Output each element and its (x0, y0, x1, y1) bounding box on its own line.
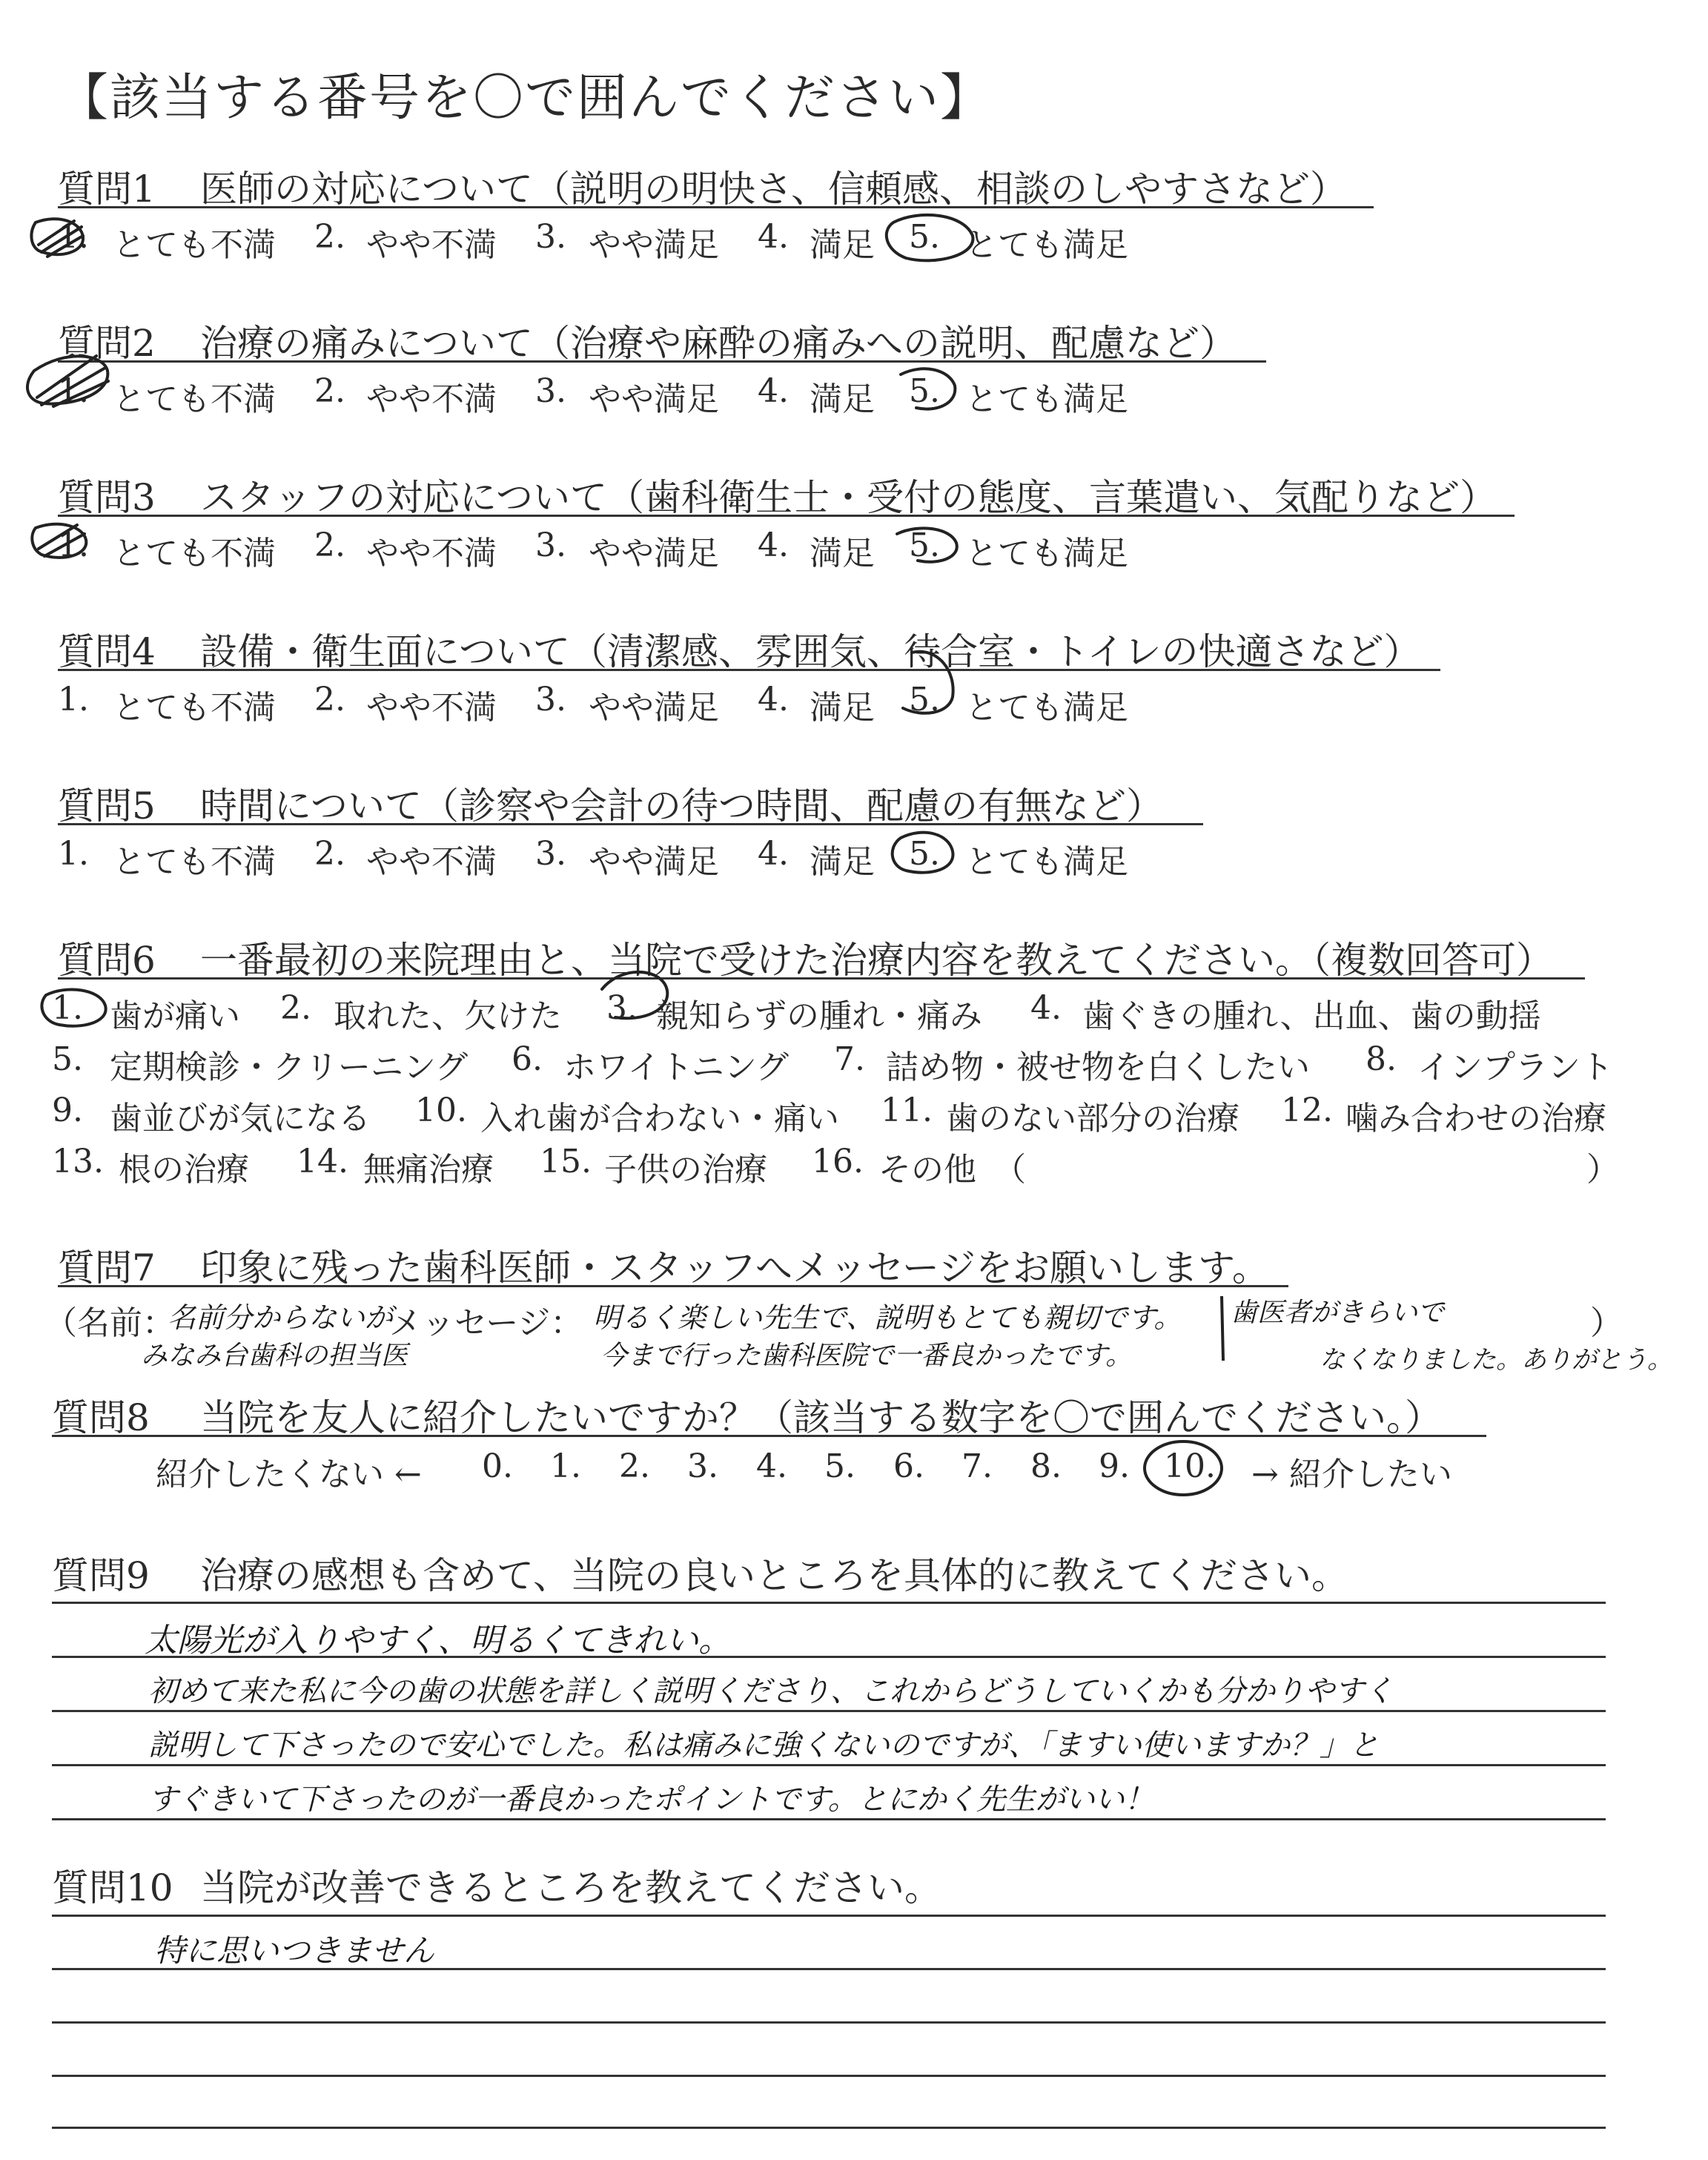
q9-rule-3 (52, 1710, 1606, 1712)
q1-underline (58, 206, 1374, 208)
q3-label: 質問3 (58, 476, 156, 519)
q8-scale-7[interactable]: 7. (961, 1447, 993, 1485)
q9-answer-line-1[interactable]: 太陽光が入りやすく、明るくてきれい。 (145, 1622, 732, 1659)
q9-text: 治療の感想も含めて、当院の良いところを具体的に教えてください。 (200, 1554, 1348, 1597)
q3-opt1-num[interactable]: 1. (58, 526, 89, 564)
q6-opt3-num[interactable]: 3. (606, 989, 638, 1027)
q6-opt3-label: 親知らずの腫れ・痛み (656, 997, 982, 1035)
q3-opt4-label: 満足 (810, 535, 875, 572)
q6-opt9-label: 歯並びが気になる (110, 1100, 371, 1137)
q4-label: 質問4 (58, 630, 156, 673)
q6-opt6-num[interactable]: 6. (512, 1040, 543, 1078)
q4-opt4-label: 満足 (810, 689, 875, 727)
q7-handwritten-divider (1222, 1296, 1223, 1361)
q6-opt16-num[interactable]: 16. (812, 1143, 864, 1180)
q3-opt4-num[interactable]: 4. (758, 526, 789, 564)
q1-opt3-label: やや満足 (589, 226, 719, 264)
q6-opt7-label: 詰め物・被せ物を白くしたい (886, 1048, 1310, 1086)
q4-opt4-num[interactable]: 4. (758, 681, 789, 719)
q5-opt2-num[interactable]: 2. (314, 835, 345, 873)
q5-opt1-num[interactable]: 1. (58, 835, 89, 873)
q4-opt5-num[interactable]: 5. (909, 681, 940, 719)
q7-underline (58, 1285, 1288, 1287)
q7-name-label: （名前： (44, 1304, 175, 1342)
q6-opt8-label: インプラント (1417, 1048, 1613, 1086)
q6-opt2-label: 取れた、欠けた (334, 997, 562, 1035)
q9-answer-line-2[interactable]: 初めて来た私に今の歯の状態を詳しく説明くださり、これからどうしていくかも分かりやすく (148, 1674, 1394, 1708)
q10-text: 当院が改善できるところを教えてください。 (200, 1866, 941, 1909)
q6-opt13-label: 根の治療 (119, 1151, 249, 1189)
q1-opt1-label: とても不満 (113, 226, 276, 264)
q6-other-input[interactable] (1032, 1146, 1580, 1187)
q6-opt10-num[interactable]: 10. (415, 1091, 467, 1129)
q8-scale-6[interactable]: 6. (893, 1447, 924, 1485)
q1-opt2-num[interactable]: 2. (314, 218, 345, 256)
q2-text: 治療の痛みについて（治療や麻酔の痛みへの説明、配慮など） (200, 322, 1237, 365)
q6-underline (58, 977, 1585, 980)
q5-underline (58, 823, 1203, 825)
q10-rule-4 (52, 2075, 1606, 2077)
q4-opt1-label: とても不満 (113, 689, 276, 727)
q9-answer-line-3[interactable]: 説明して下さったので安心でした。私は痛みに強くないのですが、「ますい使いますか？」と (148, 1728, 1379, 1763)
q3-underline (58, 515, 1515, 517)
q7-label: 質問7 (58, 1246, 156, 1289)
q7-message-handwriting-1[interactable]: 明るく楽しい先生で、説明もとても親切です。 (593, 1301, 1182, 1334)
q7-message-handwriting-2[interactable]: 今まで行った歯科医院で一番良かったです。 (600, 1341, 1133, 1371)
q6-opt6-label: ホワイトニング (563, 1048, 790, 1086)
q6-other-open-paren: （ (993, 1151, 1026, 1189)
q5-text: 時間について（診察や会計の待つ時間、配慮の有無など） (200, 785, 1163, 828)
q4-opt3-label: やや満足 (589, 689, 719, 727)
q6-text: 一番最初の来院理由と、当院で受けた治療内容を教えてください。（複数回答可） (200, 939, 1553, 982)
q8-text: 当院を友人に紹介したいですか？（該当する数字を〇で囲んでください。） (200, 1396, 1442, 1439)
q4-underline (58, 669, 1440, 671)
q9-rule-4 (52, 1764, 1606, 1766)
q8-scale-9[interactable]: 9. (1099, 1447, 1130, 1485)
q6-opt4-label: 歯ぐきの腫れ、出血、歯の動揺 (1082, 997, 1541, 1035)
q1-label: 質問1 (58, 168, 156, 211)
q7-name-handwriting-1[interactable]: 名前分からないが (168, 1301, 394, 1334)
q5-label: 質問5 (58, 785, 156, 828)
q1-opt5-label: とても満足 (965, 226, 1128, 264)
q8-right-label: → 紹介したい (1251, 1456, 1452, 1493)
q4-text: 設備・衛生面について（清潔感、雰囲気、待合室・トイレの快適さなど） (200, 630, 1421, 673)
q9-rule-1 (52, 1602, 1606, 1604)
q5-opt1-label: とても不満 (113, 843, 276, 881)
q6-opt7-num[interactable]: 7. (834, 1040, 865, 1078)
q6-label: 質問6 (58, 939, 156, 982)
q10-rule-3 (52, 2021, 1606, 2024)
q1-opt4-num[interactable]: 4. (758, 218, 789, 256)
q6-opt14-num[interactable]: 14. (297, 1143, 348, 1180)
q6-opt11-label: 歯のない部分の治療 (946, 1100, 1239, 1137)
q5-opt3-label: やや満足 (589, 843, 719, 881)
q2-opt1-num[interactable]: 1. (58, 372, 89, 410)
q6-opt13-num[interactable]: 13. (52, 1143, 104, 1180)
q6-opt10-label: 入れ歯が合わない・痛い (480, 1100, 839, 1137)
q1-opt1-num[interactable]: 1. (58, 218, 89, 256)
q2-opt4-label: 満足 (810, 380, 875, 418)
q5-opt3-num[interactable]: 3. (535, 835, 566, 873)
q1-text: 医師の対応について（説明の明快さ、信頼感、相談のしやすさなど） (200, 168, 1347, 211)
q1-opt3-num[interactable]: 3. (535, 218, 566, 256)
q10-label: 質問10 (52, 1866, 173, 1909)
q8-label: 質問8 (52, 1396, 150, 1439)
q10-rule-1 (52, 1915, 1606, 1917)
q5-opt4-num[interactable]: 4. (758, 835, 789, 873)
q8-underline (52, 1435, 1486, 1437)
q1-opt4-label: 満足 (810, 226, 875, 264)
q2-opt4-num[interactable]: 4. (758, 372, 789, 410)
q6-opt12-label: 噛み合わせの治療 (1345, 1100, 1606, 1137)
q4-opt2-num[interactable]: 2. (314, 681, 345, 719)
q3-opt5-num[interactable]: 5. (909, 526, 940, 564)
q6-opt5-label: 定期検診・クリーニング (110, 1048, 469, 1086)
q7-text: 印象に残った歯科医師・スタッフへメッセージをお願いします。 (200, 1246, 1269, 1289)
q7-message-handwriting-4[interactable]: なくなりました。ありがとう。 (1320, 1345, 1672, 1375)
q6-opt5-num[interactable]: 5. (52, 1040, 83, 1078)
q1-opt2-label: やや不満 (366, 226, 497, 264)
q1-opt5-num[interactable]: 5. (909, 218, 940, 256)
q7-close-paren: ） (1590, 1304, 1623, 1342)
q2-opt1-label: とても不満 (113, 380, 276, 418)
q8-scale-4[interactable]: 4. (756, 1447, 787, 1485)
q3-opt1-label: とても不満 (113, 535, 276, 572)
q6-opt15-label: 子供の治療 (604, 1151, 767, 1189)
q2-underline (58, 360, 1266, 363)
q3-opt3-num[interactable]: 3. (535, 526, 566, 564)
q8-scale-0[interactable]: 0. (482, 1447, 513, 1485)
q8-scale-1[interactable]: 1. (550, 1447, 581, 1485)
q2-opt3-num[interactable]: 3. (535, 372, 566, 410)
instruction-heading: 【該当する番号を〇で囲んでください】 (58, 69, 993, 128)
q3-opt5-label: とても満足 (965, 535, 1128, 572)
q6-opt16-label: その他 (878, 1151, 976, 1189)
q5-opt5-label: とても満足 (965, 843, 1128, 881)
q4-opt5-label: とても満足 (965, 689, 1128, 727)
q8-left-label: 紹介したくない ← (156, 1456, 422, 1493)
q8-scale-3[interactable]: 3. (687, 1447, 718, 1485)
q10-rule-5 (52, 2127, 1606, 2129)
q5-opt4-label: 満足 (810, 843, 875, 881)
q3-text: スタッフの対応について（歯科衛生士・受付の態度、言葉遣い、気配りなど） (200, 476, 1497, 519)
q6-opt1-num[interactable]: 1. (52, 989, 83, 1027)
q3-opt3-label: やや満足 (589, 535, 719, 572)
q8-scale-8[interactable]: 8. (1030, 1447, 1062, 1485)
q6-opt1-label: 歯が痛い (110, 997, 240, 1035)
q2-opt5-label: とても満足 (965, 380, 1128, 418)
q6-opt9-num[interactable]: 9. (52, 1091, 83, 1129)
q9-answer-line-4[interactable]: すぐきいて下さったのが一番良かったポイントです。とにかく先生がいい！ (148, 1783, 1154, 1817)
q6-opt14-label: 無痛治療 (363, 1151, 494, 1189)
q10-answer-line-1[interactable]: 特に思いつきません (154, 1932, 435, 1969)
q7-message-label: メッセージ： (389, 1304, 583, 1342)
q9-rule-5 (52, 1818, 1606, 1820)
q6-opt11-num[interactable]: 11. (881, 1091, 933, 1129)
q7-message-handwriting-3[interactable]: 歯医者がきらいで (1231, 1298, 1445, 1328)
q6-opt15-num[interactable]: 15. (540, 1143, 592, 1180)
q3-opt2-label: やや不満 (366, 535, 497, 572)
q4-opt3-num[interactable]: 3. (535, 681, 566, 719)
q5-opt2-label: やや不満 (366, 843, 497, 881)
q8-scale-10[interactable]: 10. (1164, 1447, 1216, 1485)
q2-opt2-num[interactable]: 2. (314, 372, 345, 410)
q2-opt2-label: やや不満 (366, 380, 497, 418)
q4-opt1-num[interactable]: 1. (58, 681, 89, 719)
q6-opt8-num[interactable]: 8. (1366, 1040, 1397, 1078)
q8-scale-5[interactable]: 5. (824, 1447, 855, 1485)
q2-label: 質問2 (58, 322, 156, 365)
q6-opt12-num[interactable]: 12. (1281, 1091, 1333, 1129)
q4-opt2-label: やや不満 (366, 689, 497, 727)
q5-opt5-num[interactable]: 5. (909, 835, 940, 873)
q2-opt3-label: やや満足 (589, 380, 719, 418)
q6-opt2-num[interactable]: 2. (280, 989, 311, 1027)
q9-label: 質問9 (52, 1554, 150, 1597)
q7-name-handwriting-2[interactable]: みなみ台歯科の担当医 (141, 1341, 408, 1371)
q3-opt2-num[interactable]: 2. (314, 526, 345, 564)
q6-other-close-paren: ） (1586, 1151, 1619, 1189)
q6-opt4-num[interactable]: 4. (1030, 989, 1062, 1027)
q8-scale-2[interactable]: 2. (619, 1447, 650, 1485)
q2-opt5-num[interactable]: 5. (909, 372, 940, 410)
